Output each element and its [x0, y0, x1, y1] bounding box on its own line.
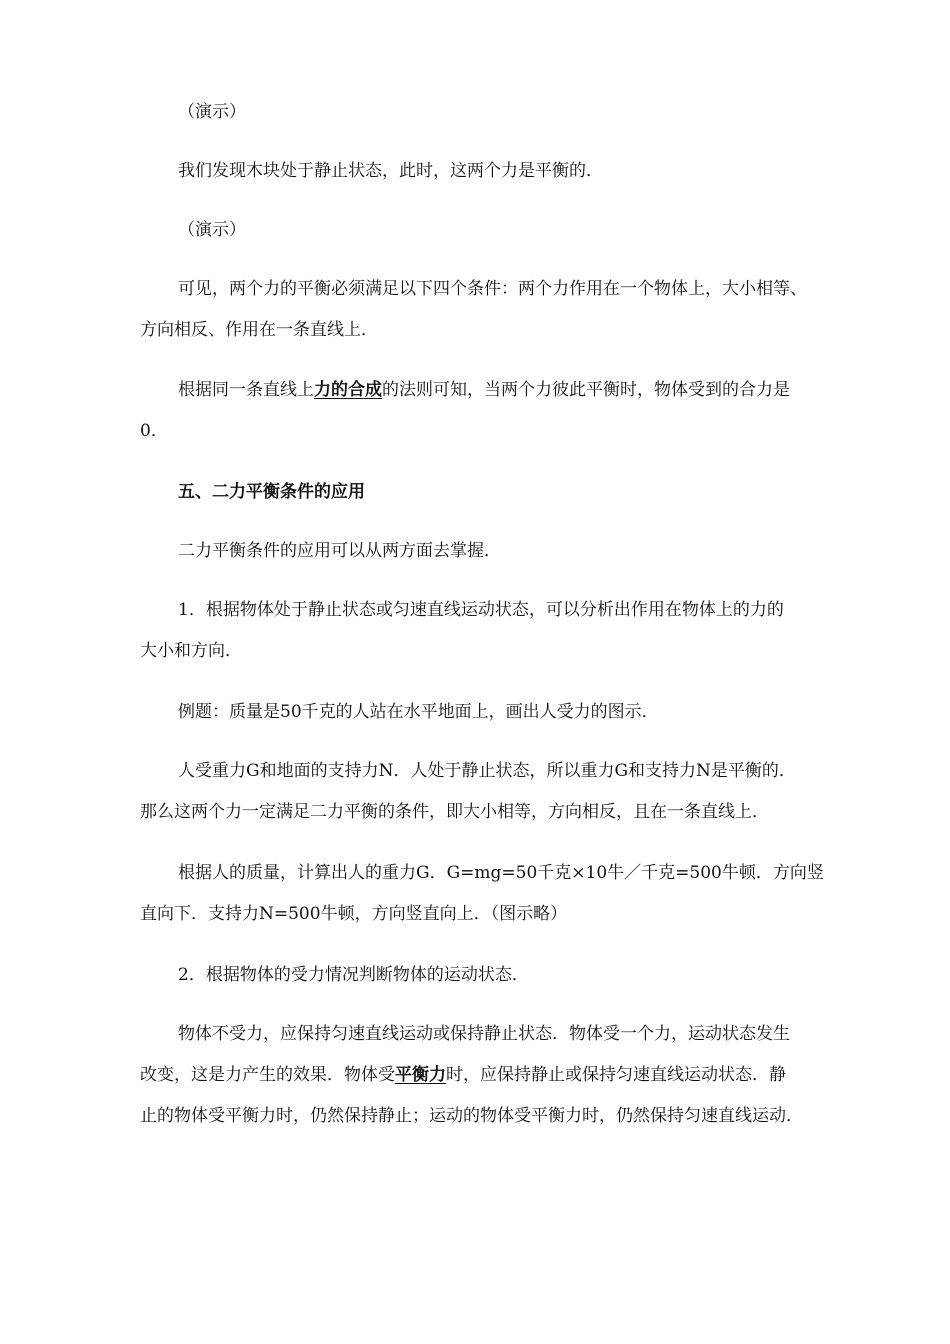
paragraph-motion-state: [140, 1014, 900, 1137]
paragraph-gravity-support: [140, 751, 900, 833]
text-line: （演示）: [178, 102, 246, 122]
paragraph-item-2: [140, 955, 900, 996]
paragraph-balanced: [140, 151, 900, 192]
text-line: 可见，两个力的平衡必须满足以下四个条件：两个力作用在一个物体上，大小相等、: [178, 279, 807, 299]
link-balanced-force[interactable]: 平衡力: [395, 1065, 446, 1085]
demo-note-1: [140, 92, 900, 133]
text-segment: 的法则可知，当两个力彼此平衡时，物体受到的合力是: [382, 380, 790, 400]
text-line: （演示）: [178, 220, 246, 240]
text-line: 那么这两个力一定满足二力平衡的条件，即大小相等，方向相反，且在一条直线上．: [140, 802, 769, 822]
text-line: 2．根据物体的受力情况判断物体的运动状态．: [178, 965, 529, 985]
paragraph-calculation: [140, 853, 900, 935]
text-line: 1．根据物体处于静止状态或匀速直线运动状态，可以分析出作用在物体上的力的: [178, 600, 784, 620]
link-force-composition[interactable]: 力的合成: [314, 380, 382, 400]
text-segment: 改变，这是力产生的效果．物体受: [140, 1065, 395, 1085]
text-line: 例题：质量是50千克的人站在水平地面上，画出人受力的图示．: [178, 702, 659, 722]
heading-text: 五、二力平衡条件的应用: [178, 482, 365, 502]
text-line: 物体不受力，应保持匀速直线运动或保持静止状态．物体受一个力，运动状态发生: [178, 1024, 790, 1044]
text-segment: 时，应保持静止或保持匀速直线运动状态．静: [446, 1065, 786, 1085]
text-line: [140, 370, 900, 411]
text-line: 人受重力G和地面的支持力N．人处于静止状态，所以重力G和支持力N是平衡的．: [178, 761, 796, 781]
text-line: [140, 1055, 900, 1096]
text-line: 二力平衡条件的应用可以从两方面去掌握．: [178, 541, 501, 561]
paragraph-two-aspects: [140, 531, 900, 572]
text-segment: 根据同一条直线上: [178, 380, 314, 400]
text-line: 0．: [140, 421, 168, 441]
text-line: 止的物体受平衡力时，仍然保持静止；运动的物体受平衡力时，仍然保持匀速直线运动．: [140, 1106, 803, 1126]
text-line: 方向相反、作用在一条直线上．: [140, 320, 378, 340]
text-line: 直向下．支持力N=500牛顿，方向竖直向上．（图示略）: [140, 904, 568, 924]
text-line: 我们发现木块处于静止状态，此时，这两个力是平衡的．: [178, 161, 603, 181]
text-line: 根据人的质量，计算出人的重力G．G=mg=50千克×10牛／千克=500牛顿．方向竖: [178, 863, 824, 883]
paragraph-item-1: [140, 590, 900, 672]
paragraph-example: [140, 692, 900, 733]
demo-note-2: [140, 210, 900, 251]
paragraph-four-conditions: [140, 269, 900, 351]
paragraph-resultant-force: [140, 370, 900, 452]
section-heading: [140, 472, 900, 513]
text-line: 大小和方向．: [140, 641, 242, 661]
